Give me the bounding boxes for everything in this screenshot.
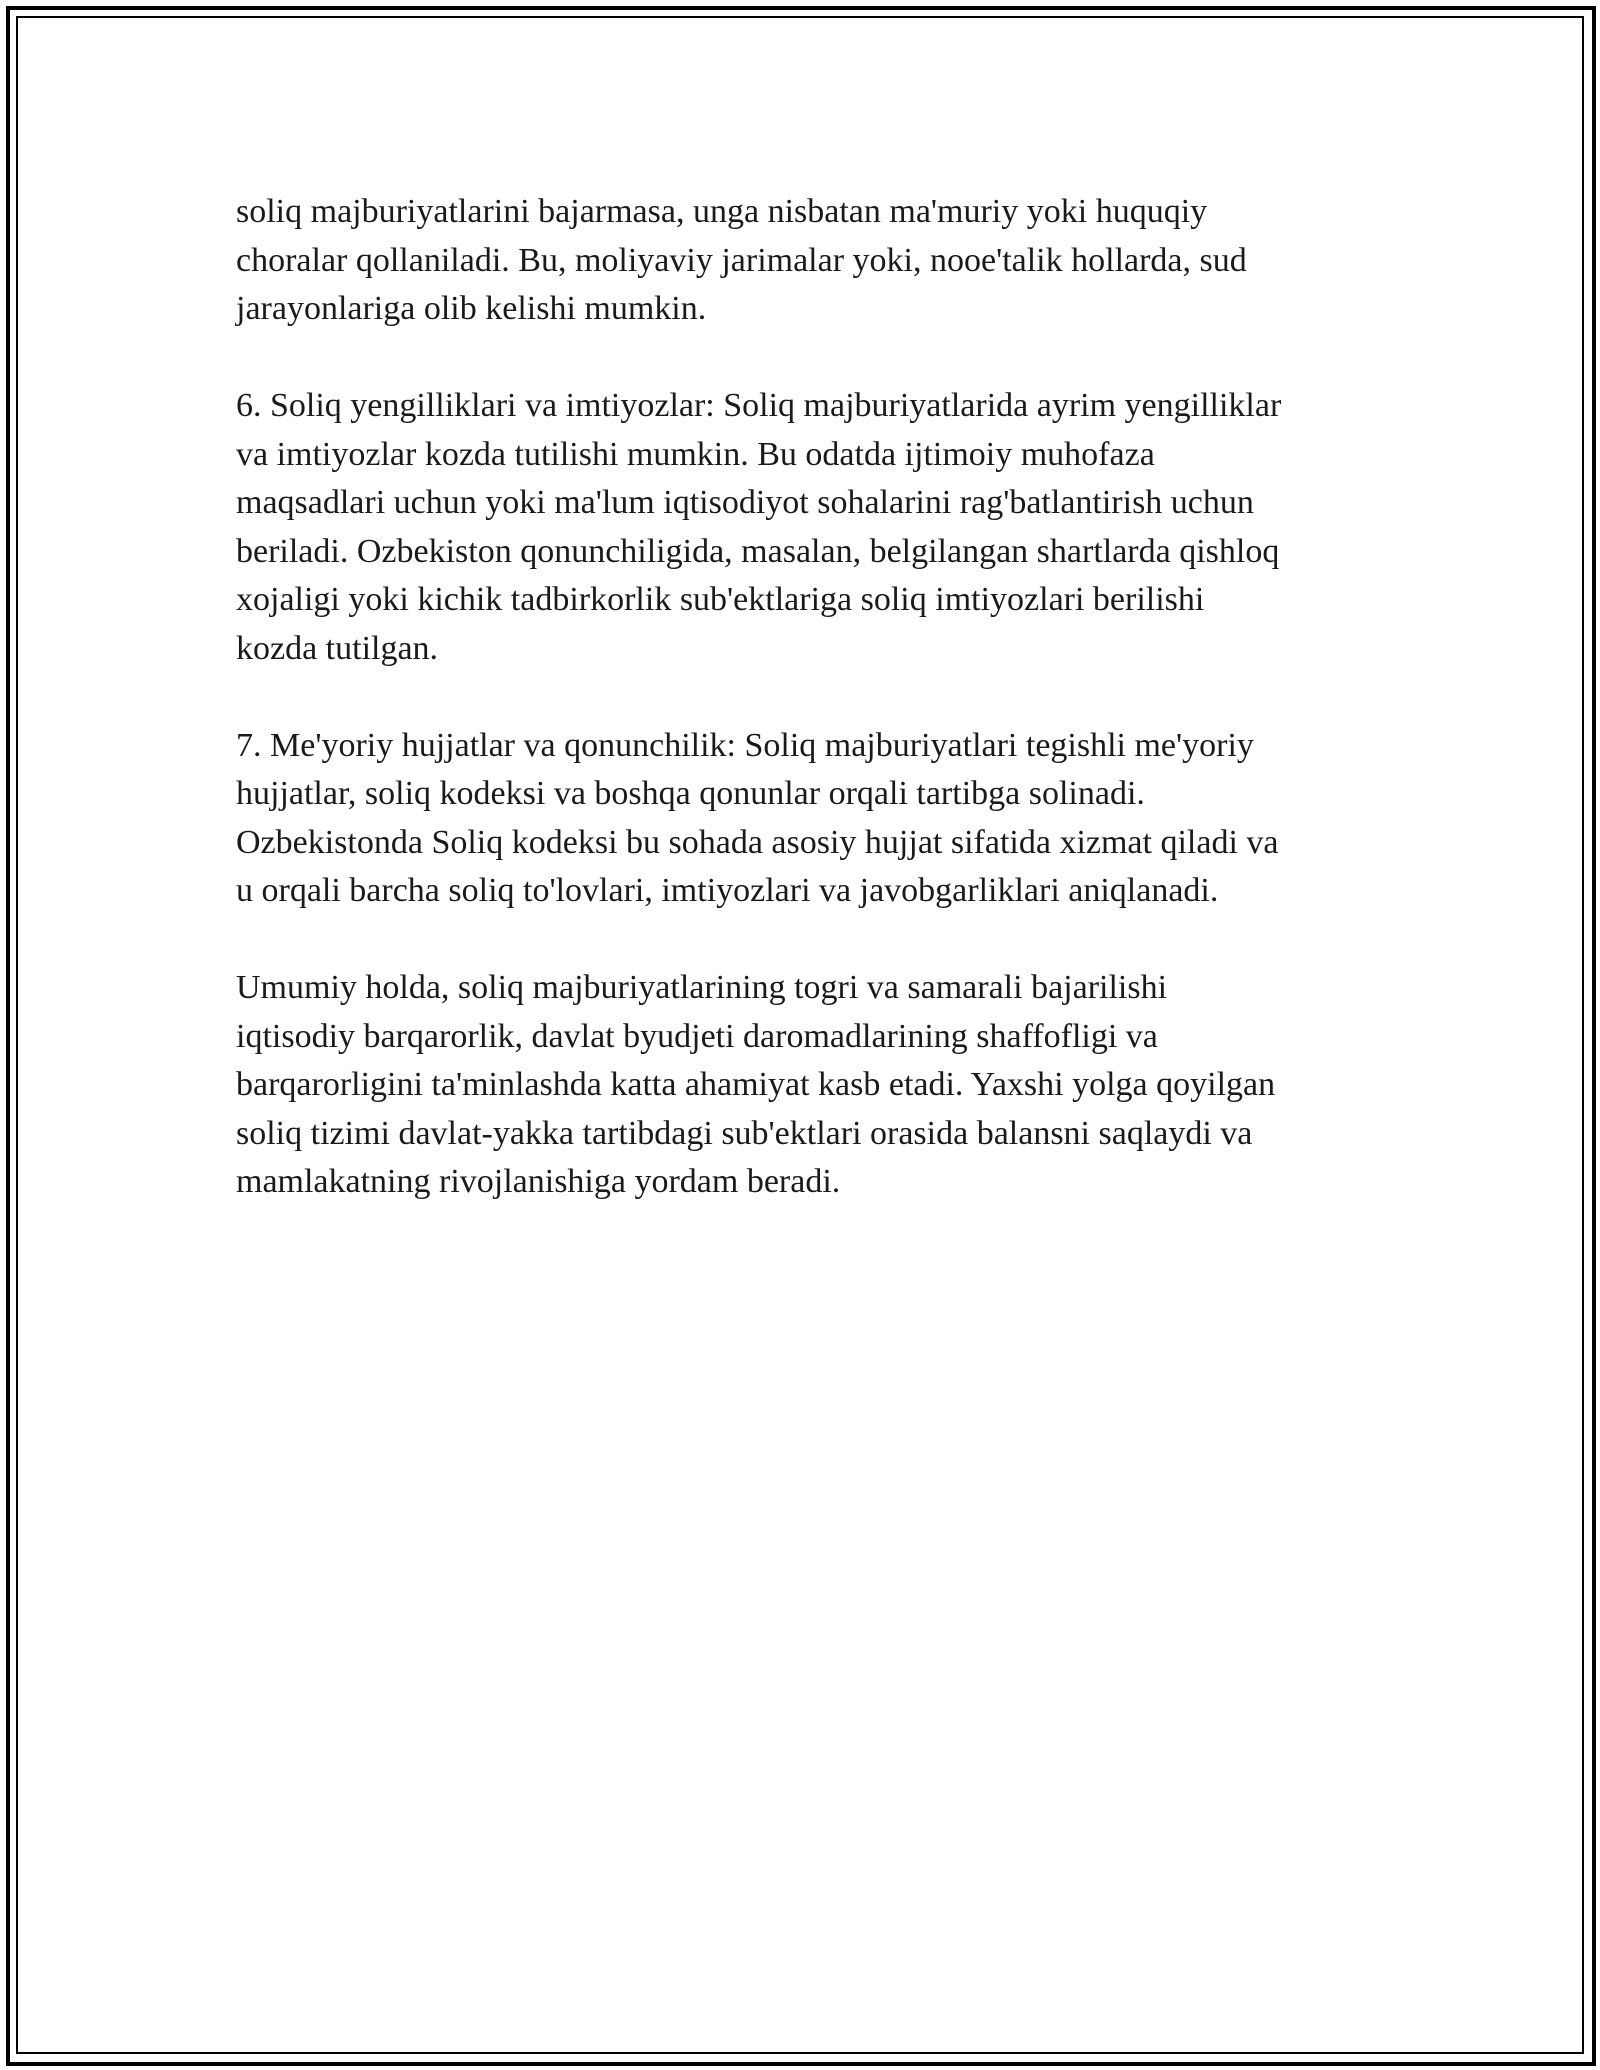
paragraph-regulations: 7. Me'yoriy hujjatlar va qonunchilik: Soliq majburiyatlari tegishli me'yoriy hujjatlar, soliq kodeksi va boshqa qonunlar orqali tartibga solinadi. Ozbekistonda Soliq kodeksi bu sohada asosiy hujjat sifatida xizmat qiladi va u orqali barcha soliq to'lovlari, imtiyozlari va javobgarliklari aniqlanadi. <box>236 726 1279 909</box>
paragraph-continuation: soliq majburiyatlarini bajarmasa, unga nisbatan ma'muriy yoki huquqiy choralar qollaniladi. Bu, moliyaviy jarimalar yoki, nooe'talik hollarda, sud jarayonlariga olib kelishi mumkin. <box>236 193 1247 327</box>
paragraph-conclusion: Umumiy holda, soliq majburiyatlarining togri va samarali bajarilishi iqtisodiy barqarorlik, davlat byudjeti daromadlarining shaffofligi va barqarorligini ta'minlashda katta ahamiyat kasb etadi. Yaxshi yolga qoyilgan soliq tizimi davlat-yakka tartibdagi sub'ektlari orasida balansni saqlaydi va mamlakatning rivojlanishiga yordam beradi. <box>236 969 1276 1200</box>
paragraph-tax-benefits: 6. Soliq yengilliklari va imtiyozlar: Soliq majburiyatlarida ayrim yengilliklar va imtiyozlar kozda tutilishi mumkin. Bu odatda ijtimoiy muhofaza maqsadlari uchun yoki ma'lum iqtisodiyot sohalarini rag'batlantirish uchun beriladi. Ozbekiston qonunchiligida, masalan, belgilangan shartlarda qishloq xojaligi yoki kichik tadbirkorlik sub'ektlariga soliq imtiyozlari berilishi kozda tutilgan. <box>236 387 1282 667</box>
document-body <box>236 188 1396 1255</box>
